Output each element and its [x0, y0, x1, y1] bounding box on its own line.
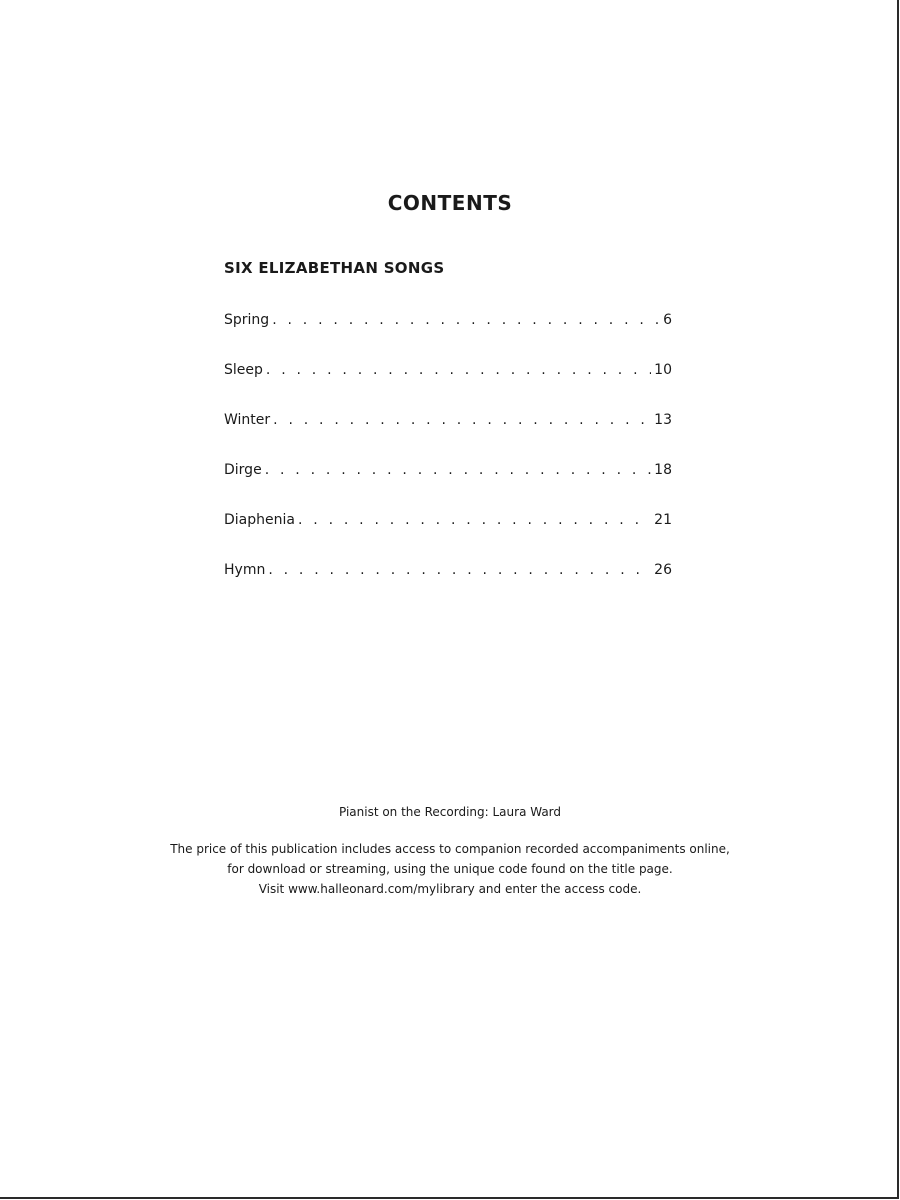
page-title: CONTENTS: [387, 191, 513, 215]
notice-line-1: The price of this publication includes access to companion recorded accompaniments online,: [170, 842, 730, 856]
toc-entry-title: Spring: [224, 312, 270, 328]
toc-dot-leader: [268, 559, 651, 581]
toc-entry-title: Dirge: [224, 462, 262, 478]
toc-dot-leader: [265, 459, 651, 481]
toc-entry-sleep[interactable]: [224, 359, 672, 409]
toc-entry-page: 10: [654, 362, 672, 378]
toc-entry-page: 18: [654, 462, 672, 478]
notice-line-3: Visit www.halleonard.com/mylibrary and enter the access code.: [258, 882, 642, 896]
toc-entry-title: Diaphenia: [224, 512, 295, 528]
toc-list: [224, 309, 672, 609]
toc-entry-title: Hymn: [224, 562, 266, 578]
toc-entry-page: 26: [654, 562, 672, 578]
toc-entry-title: Sleep: [224, 362, 263, 378]
toc-dot-leader: [272, 309, 660, 331]
notice-line-2: for download or streaming, using the unique code found on the title page.: [227, 862, 673, 876]
toc-entry-page: 13: [654, 412, 672, 428]
toc-entry-title: Winter: [224, 412, 271, 428]
toc-entry-hymn[interactable]: [224, 559, 672, 609]
access-notice: [0, 839, 900, 899]
toc-dot-leader: [266, 359, 651, 381]
toc-entry-winter[interactable]: [224, 409, 672, 459]
pianist-credit: Pianist on the Recording: Laura Ward: [338, 805, 562, 819]
toc-dot-leader: [273, 409, 651, 431]
toc-entry-page: 21: [654, 512, 672, 528]
toc-entry-page: 6: [663, 312, 672, 328]
toc-entry-diaphenia[interactable]: [224, 509, 672, 559]
toc-entry-dirge[interactable]: [224, 459, 672, 509]
section-heading: SIX ELIZABETHAN SONGS: [224, 259, 445, 277]
toc-entry-spring[interactable]: [224, 309, 672, 359]
toc-dot-leader: [298, 509, 651, 531]
